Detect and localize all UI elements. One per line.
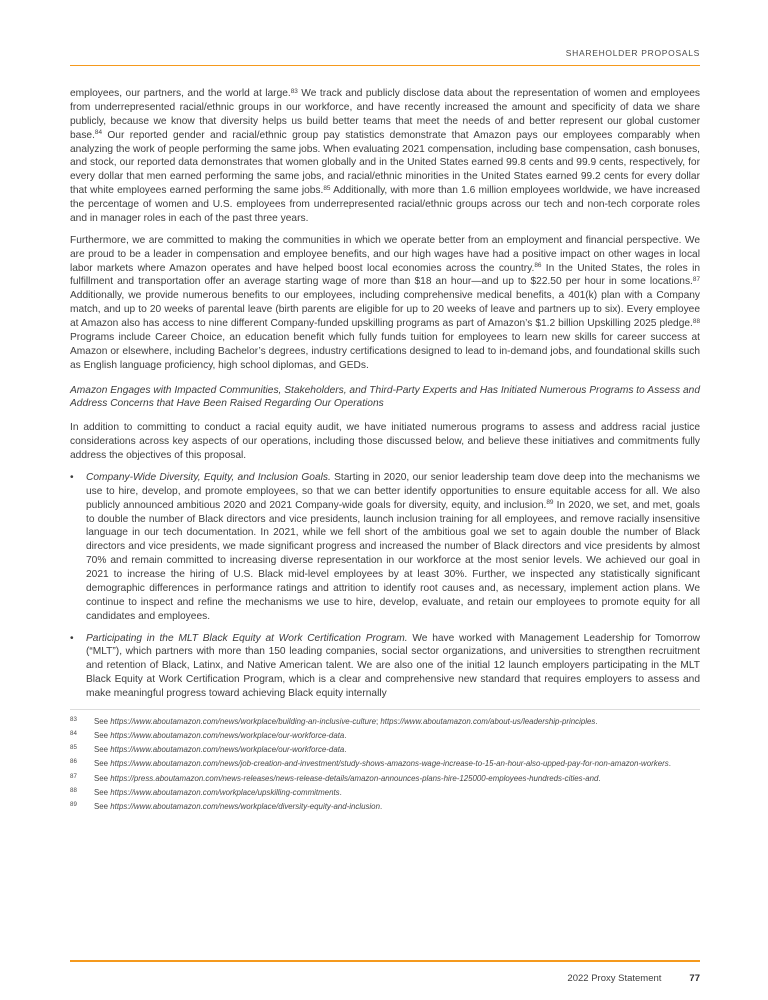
- footnote-85: [70, 745, 700, 756]
- footnote-text: See https://www.aboutamazon.com/news/job-creation-and-investment/study-shows-amazons-wage-increase-to-15-an-hour-also-upped-pay-for-non-amazon-workers.: [94, 759, 671, 769]
- italic-text: https://www.aboutamazon.com/news/workplace/our-workforce-data: [110, 731, 345, 741]
- footnote-ref: 89: [546, 499, 554, 507]
- italic-text: https://www.aboutamazon.com/about-us/leadership-principles: [380, 716, 596, 726]
- italic-text: Company-Wide Diversity, Equity, and Inclusion Goals.: [86, 471, 331, 483]
- bullet-marker: •: [70, 632, 74, 644]
- footnote-text: See https://www.aboutamazon.com/news/workplace/our-workforce-data.: [94, 745, 347, 755]
- footnote-86: [70, 759, 700, 770]
- footnote-text: See https://www.aboutamazon.com/news/workplace/our-workforce-data.: [94, 731, 347, 741]
- italic-text: Participating in the MLT Black Equity at Work Certification Program.: [86, 632, 408, 644]
- bullet-text: Participating in the MLT Black Equity at Work Certification Program. We have worked with Management Leadership for Tomorrow (“MLT”), which partners with more than 150 leading companies, social sector organizations, and universities to strengthen recruitment and retention of Black, Latinx, and Native American talent. We are also one of the initial 12 launch employers participating in the MLT Black Equity at Work Certification Program, which is a clear and comprehensive new standard that requires employers to assess and make meaningful progress toward achieving Black equity internally: [86, 632, 700, 699]
- footnote-89: [70, 802, 700, 813]
- italic-text: https://www.aboutamazon.com/news/workplace/diversity-equity-and-inclusion: [110, 801, 380, 811]
- bullet-item-dei-goals: [70, 471, 700, 624]
- italic-text: https://www.aboutamazon.com/news/job-creation-and-investment/study-shows-amazons-wage-increase-to-15-an-hour-also-upped-pay-for-non-amazon-workers: [110, 759, 669, 769]
- footnote-ref: 88: [692, 317, 700, 325]
- footnote-ref: 84: [94, 129, 103, 137]
- header-rule: [70, 65, 700, 66]
- footer-rule: [70, 960, 700, 962]
- paragraph-3: In addition to committing to conduct a racial equity audit, we have initiated numerous programs to assess and address racial justice considerations across key aspects of our operations, including those discussed below, and believe these initiatives and commitments fully address the objectives of this proposal.: [70, 422, 700, 461]
- footnote-number: 84: [70, 730, 77, 738]
- footnote-87: [70, 774, 700, 785]
- footer-document-title: 2022 Proxy Statement: [567, 973, 662, 984]
- paragraph-2: Furthermore, we are committed to making the communities in which we operate better from an employment and financial perspective. We are proud to be a leader in compensation and employee benefits, and our high wages have had a positive impact on other wages in local labor markets where Amazon operates and have helped boost local economies across the country.$^{86}$ In the United States, the roles in fulfillment and transportation offer an average starting wage of more than $18 an hour—and up to $22.50 per hour in some locations.$^{87}$ Additionally, we provide numerous benefits to our employees, including comprehensive medical benefits, a 401(k) plan with a Company match, and up to 20 weeks of parental leave (birth parents are eligible for up to 20 weeks of leave and partners up to six). Every employee at Amazon also has access to nine different Company-funded upskilling programs as part of Amazon’s $1.2 billion Upskilling 2025 pledge.$^{88}$ Programs include Career Choice, an education benefit which fully funds tuition for employees to learn new skills for career success at Amazon or elsewhere, including Bachelor’s degrees, industry certifications designed to lead to in-demand jobs, and foundational skills such as English language proficiency, high school diplomas, and GEDs.: [70, 234, 700, 371]
- bullet-text: Company-Wide Diversity, Equity, and Inclusion Goals. Starting in 2020, our senior leadership team dove deep into the mechanisms we use to hire, develop, and promote employees, so that we can better identify opportunities to ensure equitable access for all. We also publicly announced ambitious 2020 and 2021 Company-wide goals for diversity, equity, and inclusion.$^{89}$ In 2020, we set, and met, goals to double the number of Black directors and vice presidents, launch inclusion training for all employees, and remove racially insensitive language in our tech documentation. In 2021, while we fell short of the ambitious goal we set to again double the number of Black directors and vice presidents, we made significant progress and increased the number of Black directors and vice presidents by almost 70% and remain committed to increasing diverse representation in our workforce at the most senior levels. We achieved our goal in 2021 to increase the hiring of U.S. Black mid-level employees by at least 30%. Further, we inspected any statistically significant demographic differences in performance ratings and attrition to identify root causes and, as necessary, implement action plans. We continue to inspect and refine the mechanisms we use to hire, develop, evaluate, and retain our employees to promote equity for all candidates and employees.: [86, 471, 700, 622]
- page-header: [70, 48, 700, 66]
- footnote-number: 87: [70, 772, 77, 780]
- footnote-text: See https://www.aboutamazon.com/workplace/upskilling-commitments.: [94, 787, 342, 797]
- footnote-text: See https://www.aboutamazon.com/news/workplace/building-an-inclusive-culture; https://www.aboutamazon.com/about-us/leadership-principles.: [94, 716, 598, 726]
- footnote-number: 89: [70, 800, 77, 808]
- footnote-number: 86: [70, 758, 77, 766]
- document-body: [70, 87, 700, 701]
- italic-text: https://www.aboutamazon.com/workplace/upskilling-commitments: [110, 787, 340, 797]
- footnote-number: 83: [70, 715, 77, 723]
- bullet-marker: •: [70, 471, 74, 483]
- footnote-text: See https://www.aboutamazon.com/news/workplace/diversity-equity-and-inclusion.: [94, 801, 383, 811]
- footnote-ref: 85: [323, 184, 331, 192]
- footnote-84: [70, 731, 700, 742]
- paragraph-1: employees, our partners, and the world at large.$^{83}$ We track and publicly disclose data about the representation of women and employees from underrepresented racial/ethnic groups in our workforce, and have recently increased the amount and specificity of data we share publicly, because we know that diversity helps us build better teams that meet the needs of and better represent our global customer base.$^{84}$ Our reported gender and racial/ethnic group pay statistics demonstrate that Amazon pays our employees comparably when analyzing the work of people performing the same jobs. When evaluating 2021 compensation, including base compensation, cash bonuses, and stock, our reported data demonstrates that women globally and in the United States earned 99.8 cents and 99.9 cents, respectively, for every dollar that men earned performing the same jobs, and racial/ethnic minorities in the United States earned 99.2 cents for every dollar that white employees earned performing the same jobs.$^{85}$ Additionally, with more than 1.6 million employees worldwide, we have increased the percentage of women and U.S. employees from underrepresented racial/ethnic groups across our tech and non-tech corporate roles and in manager roles in each of the past three years.: [70, 87, 700, 224]
- footnote-ref: 87: [692, 275, 700, 283]
- footnote-text: See https://press.aboutamazon.com/news-releases/news-release-details/amazon-announces-plans-hire-125000-employees-hundreds-cities-and.: [94, 773, 601, 783]
- page-footer: [70, 960, 700, 984]
- italic-text: https://www.aboutamazon.com/news/workplace/building-an-inclusive-culture: [110, 716, 377, 726]
- footnote-83: [70, 717, 700, 728]
- footnote-ref: 86: [534, 262, 542, 269]
- footnote-number: 85: [70, 744, 77, 752]
- footnote-ref: 83: [290, 87, 298, 95]
- footer-page-number: 77: [689, 973, 700, 984]
- section-header-label: SHAREHOLDER PROPOSALS: [565, 48, 700, 58]
- footnotes-section: [70, 709, 700, 813]
- footnote-number: 88: [70, 786, 77, 794]
- footnote-88: [70, 788, 700, 799]
- bullet-item-mlt-program: [70, 632, 700, 701]
- subsection-heading: Amazon Engages with Impacted Communities, Stakeholders, and Third-Party Experts and Has Initiated Numerous Programs to Assess and Address Concerns that Have Been Raised Regarding Our Operations: [70, 384, 700, 410]
- italic-text: https://press.aboutamazon.com/news-releases/news-release-details/amazon-announces-plans-hire-125000-employees-hundreds-cities-and: [110, 773, 599, 783]
- italic-text: https://www.aboutamazon.com/news/workplace/our-workforce-data: [110, 745, 345, 755]
